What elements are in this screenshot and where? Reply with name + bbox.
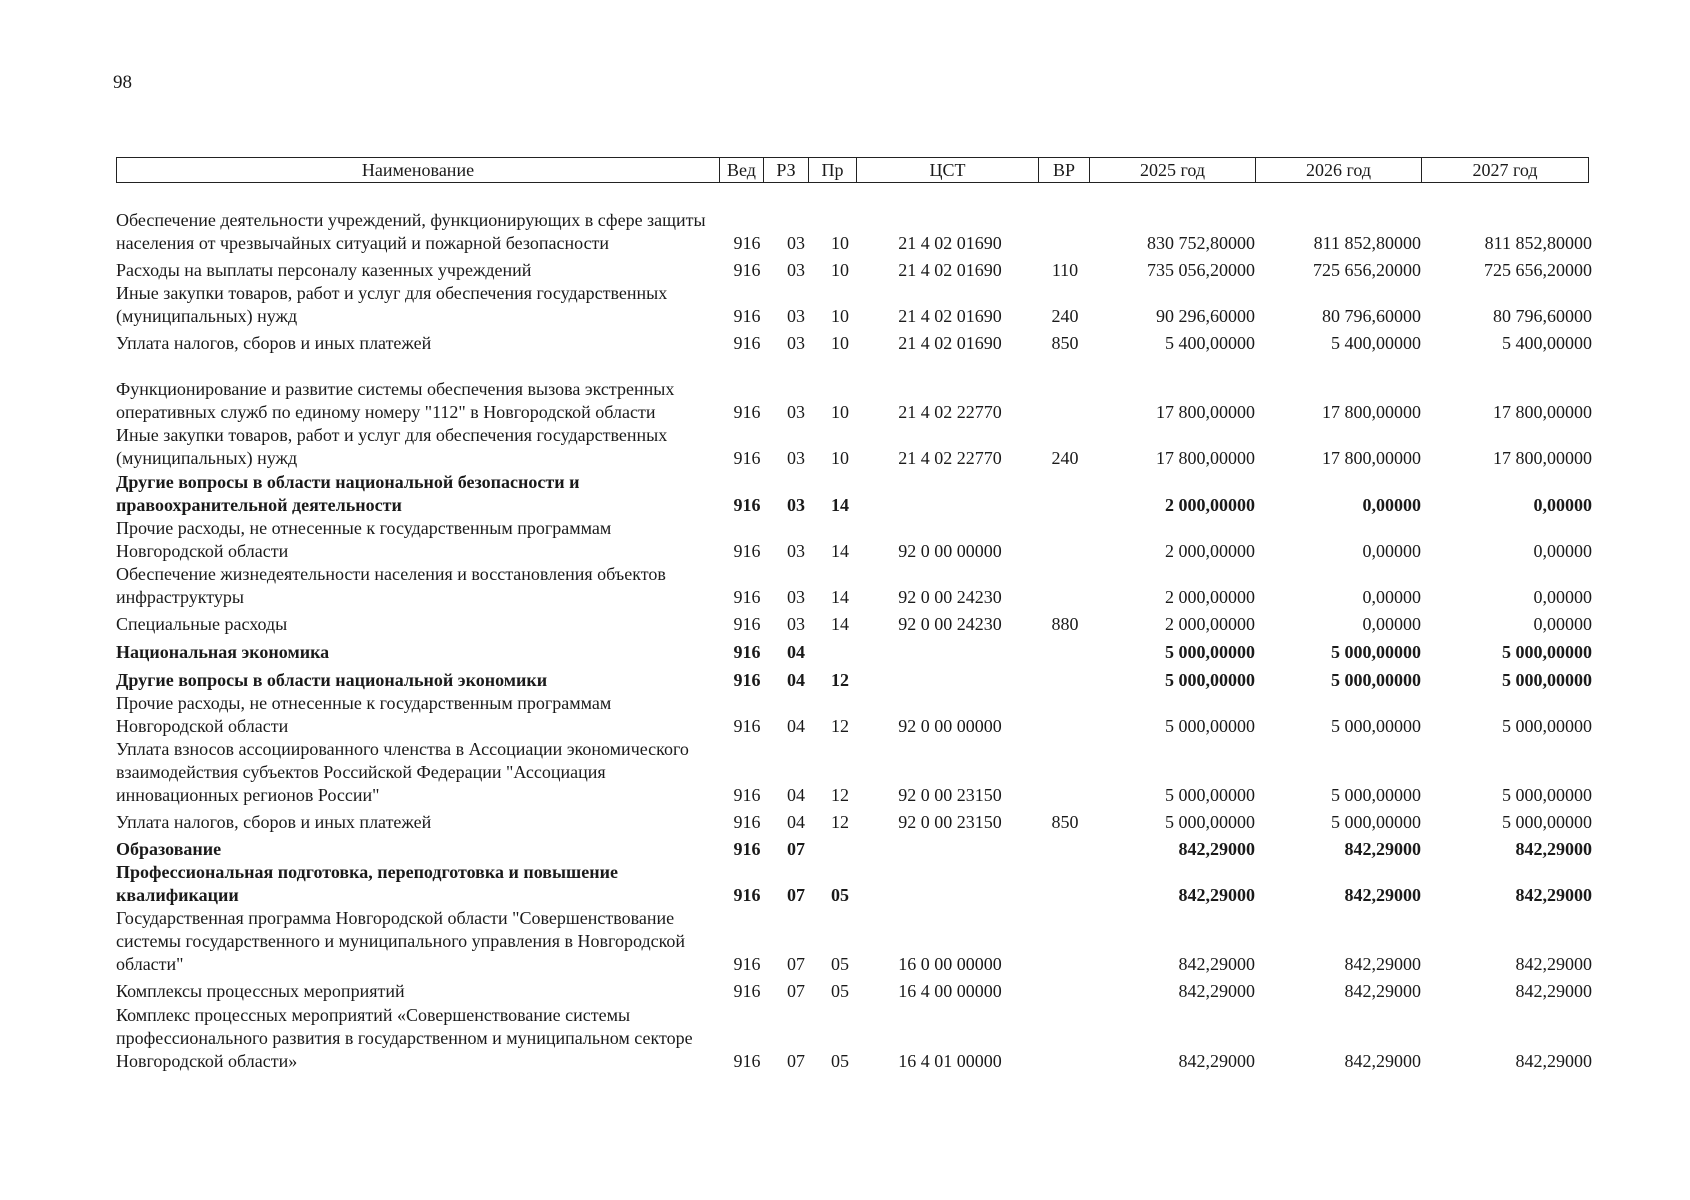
cell-ved: 916 — [733, 670, 761, 690]
cell-name: Другие вопросы в области национальной экономики — [116, 670, 548, 690]
cell-y2026: 5 000,00000 — [1331, 716, 1421, 736]
cell-rz: 03 — [787, 495, 805, 515]
cell-ved: 916 — [733, 233, 761, 253]
cell-y2026: 842,29000 — [1344, 1051, 1421, 1071]
cell-y2026: 5 400,00000 — [1331, 333, 1421, 353]
cell-pr: 14 — [831, 614, 849, 634]
cell-y2025: 5 000,00000 — [1165, 642, 1255, 662]
cell-cst: 21 4 02 22770 — [898, 402, 1002, 422]
cell-name: Специальные расходы — [116, 614, 288, 634]
cell-y2027: 5 000,00000 — [1502, 785, 1592, 805]
cell-rz: 04 — [787, 785, 805, 805]
cell-rz: 03 — [787, 587, 805, 607]
cell-y2027: 5 400,00000 — [1502, 333, 1592, 353]
cell-rz: 03 — [787, 541, 805, 561]
cell-cst: 21 4 02 01690 — [898, 233, 1002, 253]
cell-y2027: 17 800,00000 — [1493, 402, 1592, 422]
cell-pr: 10 — [831, 448, 849, 468]
cell-y2027: 842,29000 — [1515, 981, 1592, 1001]
cell-y2025: 90 296,60000 — [1156, 306, 1255, 326]
cell-y2025: 5 000,00000 — [1165, 670, 1255, 690]
cell-pr: 05 — [831, 1051, 849, 1071]
cell-ved: 916 — [733, 785, 761, 805]
cell-y2027: 842,29000 — [1515, 885, 1592, 905]
cell-vr: 850 — [1051, 333, 1079, 353]
cell-ved: 916 — [733, 642, 761, 662]
cell-ved: 916 — [733, 306, 761, 326]
cell-y2026: 842,29000 — [1344, 954, 1421, 974]
cell-y2027: 842,29000 — [1515, 839, 1592, 859]
cell-cst: 21 4 02 01690 — [898, 260, 1002, 280]
cell-name: Уплата взносов ассоциированного членства в Ассоциации экономического взаимодействия субъектов Российской Федерации "Ассоциация инновационных регионов России" — [116, 739, 689, 805]
header-ved: Вед — [719, 157, 764, 183]
cell-y2025: 5 000,00000 — [1165, 785, 1255, 805]
cell-pr: 12 — [831, 670, 849, 690]
cell-name: Уплата налогов, сборов и иных платежей — [116, 333, 432, 353]
cell-rz: 07 — [787, 885, 805, 905]
cell-pr: 10 — [831, 306, 849, 326]
cell-name: Комплекс процессных мероприятий «Совершенствование системы профессионального развития в государственном и муниципальном секторе Новгородской области» — [116, 1005, 693, 1071]
cell-y2027: 5 000,00000 — [1502, 642, 1592, 662]
cell-pr: 12 — [831, 812, 849, 832]
cell-y2026: 80 796,60000 — [1322, 306, 1421, 326]
cell-name: Иные закупки товаров, работ и услуг для обеспечения государственных (муниципальных) нужд — [116, 283, 668, 326]
cell-y2025: 842,29000 — [1178, 981, 1255, 1001]
cell-pr: 14 — [831, 495, 849, 515]
cell-cst: 21 4 02 01690 — [898, 333, 1002, 353]
cell-y2026: 0,00000 — [1362, 541, 1421, 561]
cell-y2025: 2 000,00000 — [1165, 614, 1255, 634]
cell-y2027: 5 000,00000 — [1502, 716, 1592, 736]
cell-y2026: 811 852,80000 — [1313, 233, 1421, 253]
cell-pr: 14 — [831, 587, 849, 607]
cell-ved: 916 — [733, 587, 761, 607]
cell-cst: 16 4 01 00000 — [898, 1051, 1002, 1071]
cell-name: Обеспечение жизнедеятельности населения и восстановления объектов инфраструктуры — [116, 564, 666, 607]
cell-y2025: 842,29000 — [1178, 954, 1255, 974]
cell-y2026: 0,00000 — [1362, 614, 1421, 634]
header-name: Наименование — [116, 157, 720, 183]
cell-vr: 240 — [1051, 448, 1079, 468]
cell-y2026: 842,29000 — [1344, 981, 1421, 1001]
cell-rz: 03 — [787, 614, 805, 634]
cell-rz: 04 — [787, 642, 805, 662]
cell-rz: 07 — [787, 1051, 805, 1071]
cell-cst: 21 4 02 22770 — [898, 448, 1002, 468]
header-2027: 2027 год — [1421, 157, 1589, 183]
cell-y2025: 2 000,00000 — [1165, 495, 1255, 515]
cell-y2025: 735 056,20000 — [1147, 260, 1255, 280]
cell-pr: 12 — [831, 716, 849, 736]
cell-y2025: 842,29000 — [1178, 839, 1255, 859]
cell-rz: 03 — [787, 260, 805, 280]
cell-cst: 92 0 00 00000 — [898, 716, 1002, 736]
header-2025: 2025 год — [1089, 157, 1256, 183]
cell-ved: 916 — [733, 716, 761, 736]
cell-vr: 880 — [1051, 614, 1079, 634]
cell-y2027: 842,29000 — [1515, 954, 1592, 974]
cell-cst: 92 0 00 24230 — [898, 614, 1002, 634]
cell-pr: 05 — [831, 954, 849, 974]
cell-ved: 916 — [733, 495, 761, 515]
cell-y2025: 2 000,00000 — [1165, 541, 1255, 561]
cell-y2027: 842,29000 — [1515, 1051, 1592, 1071]
cell-y2025: 842,29000 — [1178, 1051, 1255, 1071]
cell-cst: 92 0 00 23150 — [898, 812, 1002, 832]
cell-pr: 10 — [831, 333, 849, 353]
cell-y2025: 17 800,00000 — [1156, 402, 1255, 422]
cell-y2027: 5 000,00000 — [1502, 670, 1592, 690]
cell-ved: 916 — [733, 448, 761, 468]
cell-ved: 916 — [733, 954, 761, 974]
cell-name: Функционирование и развитие системы обеспечения вызова экстренных оперативных служб по единому номеру "112" в Новгородской области — [116, 379, 675, 422]
cell-rz: 03 — [787, 448, 805, 468]
cell-y2027: 0,00000 — [1533, 587, 1592, 607]
cell-y2027: 0,00000 — [1533, 495, 1592, 515]
header-vr: ВР — [1038, 157, 1090, 183]
cell-name: Расходы на выплаты персоналу казенных учреждений — [116, 260, 532, 280]
cell-ved: 916 — [733, 402, 761, 422]
cell-y2027: 80 796,60000 — [1493, 306, 1592, 326]
cell-name: Образование — [116, 839, 222, 859]
cell-ved: 916 — [733, 885, 761, 905]
cell-y2027: 0,00000 — [1533, 614, 1592, 634]
cell-name: Иные закупки товаров, работ и услуг для обеспечения государственных (муниципальных) нужд — [116, 425, 668, 468]
cell-name: Уплата налогов, сборов и иных платежей — [116, 812, 432, 832]
cell-ved: 916 — [733, 333, 761, 353]
cell-y2026: 5 000,00000 — [1331, 642, 1421, 662]
cell-y2027: 725 656,20000 — [1484, 260, 1592, 280]
cell-y2027: 811 852,80000 — [1484, 233, 1592, 253]
cell-pr: 14 — [831, 541, 849, 561]
header-cst: ЦСТ — [856, 157, 1039, 183]
cell-ved: 916 — [733, 839, 761, 859]
cell-rz: 04 — [787, 812, 805, 832]
cell-ved: 916 — [733, 812, 761, 832]
header-rz: РЗ — [763, 157, 809, 183]
cell-name: Комплексы процессных мероприятий — [116, 981, 405, 1001]
cell-y2027: 17 800,00000 — [1493, 448, 1592, 468]
cell-name: Государственная программа Новгородской области "Совершенствование системы государственного и муниципального управления в Новгородской области" — [116, 908, 686, 974]
cell-name: Прочие расходы, не отнесенные к государственным программам Новгородской области — [116, 693, 612, 736]
cell-vr: 110 — [1051, 260, 1079, 280]
cell-pr: 12 — [831, 785, 849, 805]
cell-pr: 05 — [831, 885, 849, 905]
cell-y2025: 5 400,00000 — [1165, 333, 1255, 353]
cell-rz: 03 — [787, 306, 805, 326]
cell-y2026: 842,29000 — [1344, 839, 1421, 859]
cell-name: Прочие расходы, не отнесенные к государственным программам Новгородской области — [116, 518, 612, 561]
cell-rz: 07 — [787, 981, 805, 1001]
cell-rz: 03 — [787, 233, 805, 253]
cell-y2025: 842,29000 — [1178, 885, 1255, 905]
cell-ved: 916 — [733, 1051, 761, 1071]
cell-name: Профессиональная подготовка, переподготовка и повышение квалификации — [116, 862, 618, 905]
cell-y2026: 5 000,00000 — [1331, 670, 1421, 690]
cell-cst: 16 0 00 00000 — [898, 954, 1002, 974]
cell-y2027: 5 000,00000 — [1502, 812, 1592, 832]
cell-pr: 10 — [831, 402, 849, 422]
cell-y2026: 5 000,00000 — [1331, 812, 1421, 832]
cell-y2026: 725 656,20000 — [1313, 260, 1421, 280]
cell-y2026: 0,00000 — [1362, 495, 1421, 515]
cell-y2027: 0,00000 — [1533, 541, 1592, 561]
cell-y2026: 17 800,00000 — [1322, 448, 1421, 468]
cell-y2025: 830 752,80000 — [1147, 233, 1255, 253]
cell-name: Другие вопросы в области национальной безопасности и правоохранительной деятельности — [116, 472, 580, 515]
cell-pr: 10 — [831, 233, 849, 253]
cell-pr: 05 — [831, 981, 849, 1001]
cell-vr: 850 — [1051, 812, 1079, 832]
cell-rz: 04 — [787, 716, 805, 736]
header-2026: 2026 год — [1255, 157, 1422, 183]
cell-y2026: 842,29000 — [1344, 885, 1421, 905]
cell-vr: 240 — [1051, 306, 1079, 326]
cell-ved: 916 — [733, 541, 761, 561]
cell-y2026: 0,00000 — [1362, 587, 1421, 607]
cell-name: Обеспечение деятельности учреждений, функционирующих в сфере защиты населения от чрезвычайных ситуаций и пожарной безопасности — [116, 210, 706, 253]
cell-rz: 07 — [787, 839, 805, 859]
cell-ved: 916 — [733, 614, 761, 634]
cell-y2025: 17 800,00000 — [1156, 448, 1255, 468]
cell-pr: 10 — [831, 260, 849, 280]
cell-y2025: 5 000,00000 — [1165, 812, 1255, 832]
cell-cst: 92 0 00 00000 — [898, 541, 1002, 561]
cell-cst: 16 4 00 00000 — [898, 981, 1002, 1001]
cell-y2026: 5 000,00000 — [1331, 785, 1421, 805]
cell-name: Национальная экономика — [116, 642, 330, 662]
cell-rz: 03 — [787, 333, 805, 353]
cell-rz: 03 — [787, 402, 805, 422]
cell-rz: 07 — [787, 954, 805, 974]
page-number: 98 — [113, 72, 132, 93]
header-pr: Пр — [808, 157, 857, 183]
cell-rz: 04 — [787, 670, 805, 690]
cell-cst: 92 0 00 23150 — [898, 785, 1002, 805]
cell-ved: 916 — [733, 260, 761, 280]
cell-y2025: 2 000,00000 — [1165, 587, 1255, 607]
cell-cst: 92 0 00 24230 — [898, 587, 1002, 607]
cell-y2025: 5 000,00000 — [1165, 716, 1255, 736]
cell-ved: 916 — [733, 981, 761, 1001]
cell-cst: 21 4 02 01690 — [898, 306, 1002, 326]
cell-y2026: 17 800,00000 — [1322, 402, 1421, 422]
